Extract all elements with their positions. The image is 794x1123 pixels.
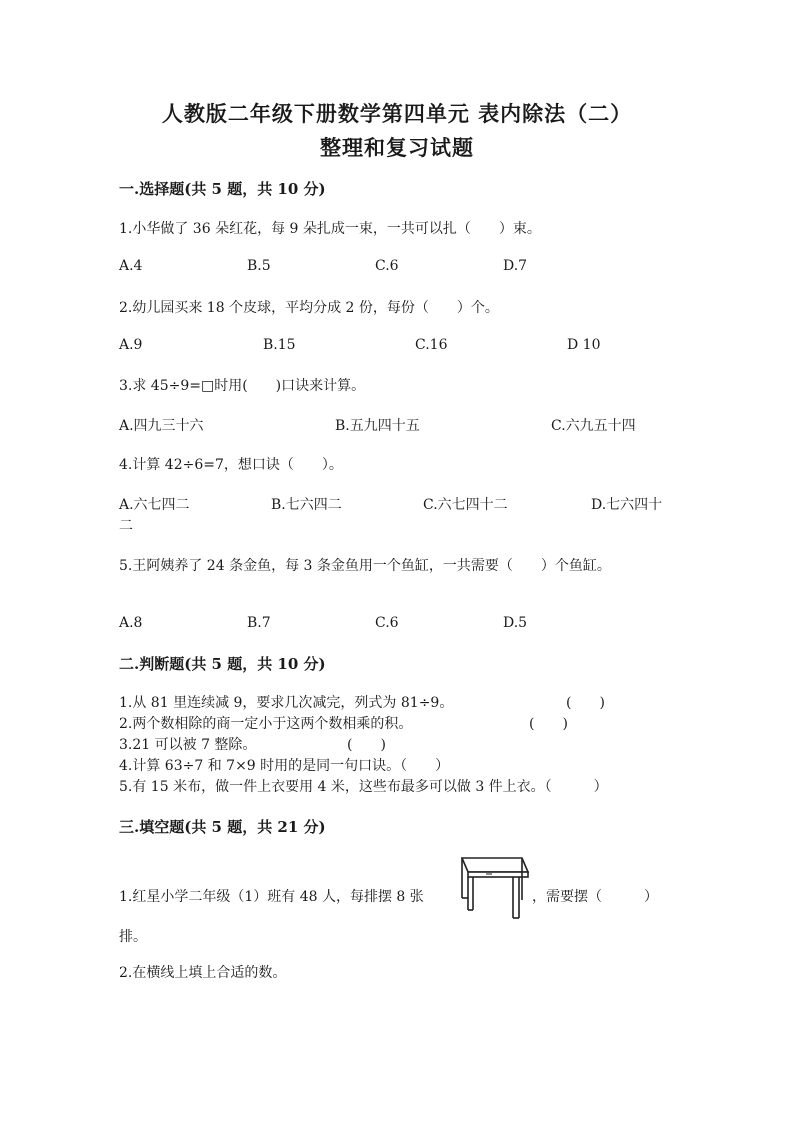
choice-q4-option-d: D.七六四十 bbox=[591, 497, 663, 513]
section-fill-heading: 三.填空题(共 5 题，共 21 分) bbox=[119, 818, 326, 836]
fill-q1-text-before: 1.红星小学二年级（1）班有 48 人，每排摆 8 张 bbox=[119, 889, 424, 905]
choice-q2-option-d: D 10 bbox=[567, 337, 601, 353]
choice-q2-option-b: B.15 bbox=[263, 337, 296, 353]
choice-q1-option-a: A.4 bbox=[119, 258, 143, 274]
choice-q1-text: 1.小华做了 36 朵红花，每 9 朵扎成一束，一共可以扎（ ）束。 bbox=[119, 221, 541, 237]
judge-q3-text: 3.21 可以被 7 整除。 bbox=[119, 737, 257, 753]
judge-q1-paren: ( ) bbox=[566, 695, 605, 711]
judge-q4-text: 4.计算 63÷7 和 7×9 时用的是同一句口诀。（ ） bbox=[119, 758, 450, 774]
choice-q2-option-c: C.16 bbox=[415, 337, 448, 353]
judge-q2-paren: ( ) bbox=[529, 716, 568, 732]
judge-q2-text: 2.两个数相除的商一定小于这两个数相乘的积。 bbox=[119, 716, 413, 732]
fill-q1-text-continued: 排。 bbox=[119, 929, 147, 945]
choice-q5-option-c: C.6 bbox=[375, 615, 399, 631]
choice-q5-text: 5.王阿姨养了 24 条金鱼，每 3 条金鱼用一个鱼缸，一共需要（ ）个鱼缸。 bbox=[119, 558, 611, 574]
choice-q4-option-c: C.六七四十二 bbox=[423, 497, 508, 513]
judge-q3-paren: ( ) bbox=[347, 737, 386, 753]
title-line-1: 人教版二年级下册数学第四单元 表内除法（二） bbox=[161, 101, 633, 126]
choice-q4-option-b: B.七六四二 bbox=[271, 497, 342, 513]
desk-icon bbox=[458, 854, 530, 920]
choice-q2-text: 2.幼儿园买来 18 个皮球，平均分成 2 份，每份（ ）个。 bbox=[119, 300, 499, 316]
title-line-2: 整理和复习试题 bbox=[320, 135, 474, 160]
choice-q3-option-c: C.六九五十四 bbox=[551, 418, 636, 434]
choice-q5-option-b: B.7 bbox=[247, 615, 271, 631]
judge-q5-text: 5.有 15 米布，做一件上衣要用 4 米，这些布最多可以做 3 件上衣。（ ） bbox=[119, 779, 608, 795]
choice-q1-option-d: D.7 bbox=[503, 258, 528, 274]
choice-q3-option-a: A.四九三十六 bbox=[119, 418, 204, 434]
section-judge-heading: 二.判断题(共 5 题，共 10 分) bbox=[119, 655, 326, 673]
choice-q4-option-a: A.六七四二 bbox=[119, 497, 190, 513]
choice-q1-option-b: B.5 bbox=[247, 258, 271, 274]
choice-q5-option-d: D.5 bbox=[503, 615, 528, 631]
choice-q4-text: 4.计算 42÷6=7，想口诀（ ）。 bbox=[119, 457, 343, 473]
choice-q2-option-a: A.9 bbox=[119, 337, 143, 353]
choice-q3-text: 3.求 45÷9=□时用( )口诀来计算。 bbox=[119, 378, 366, 394]
choice-q1-option-c: C.6 bbox=[375, 258, 399, 274]
fill-q2-text: 2.在横线上填上合适的数。 bbox=[119, 965, 287, 981]
fill-q1-text-after: ，需要摆（ ） bbox=[532, 889, 658, 905]
judge-q1-text: 1.从 81 里连续减 9，要求几次减完，列式为 81÷9。 bbox=[119, 695, 454, 711]
choice-q5-option-a: A.8 bbox=[119, 615, 143, 631]
choice-q3-option-b: B.五九四十五 bbox=[335, 418, 420, 434]
choice-q4-option-d-continued: 二 bbox=[119, 518, 133, 534]
section-choice-heading: 一.选择题(共 5 题，共 10 分) bbox=[119, 180, 326, 198]
